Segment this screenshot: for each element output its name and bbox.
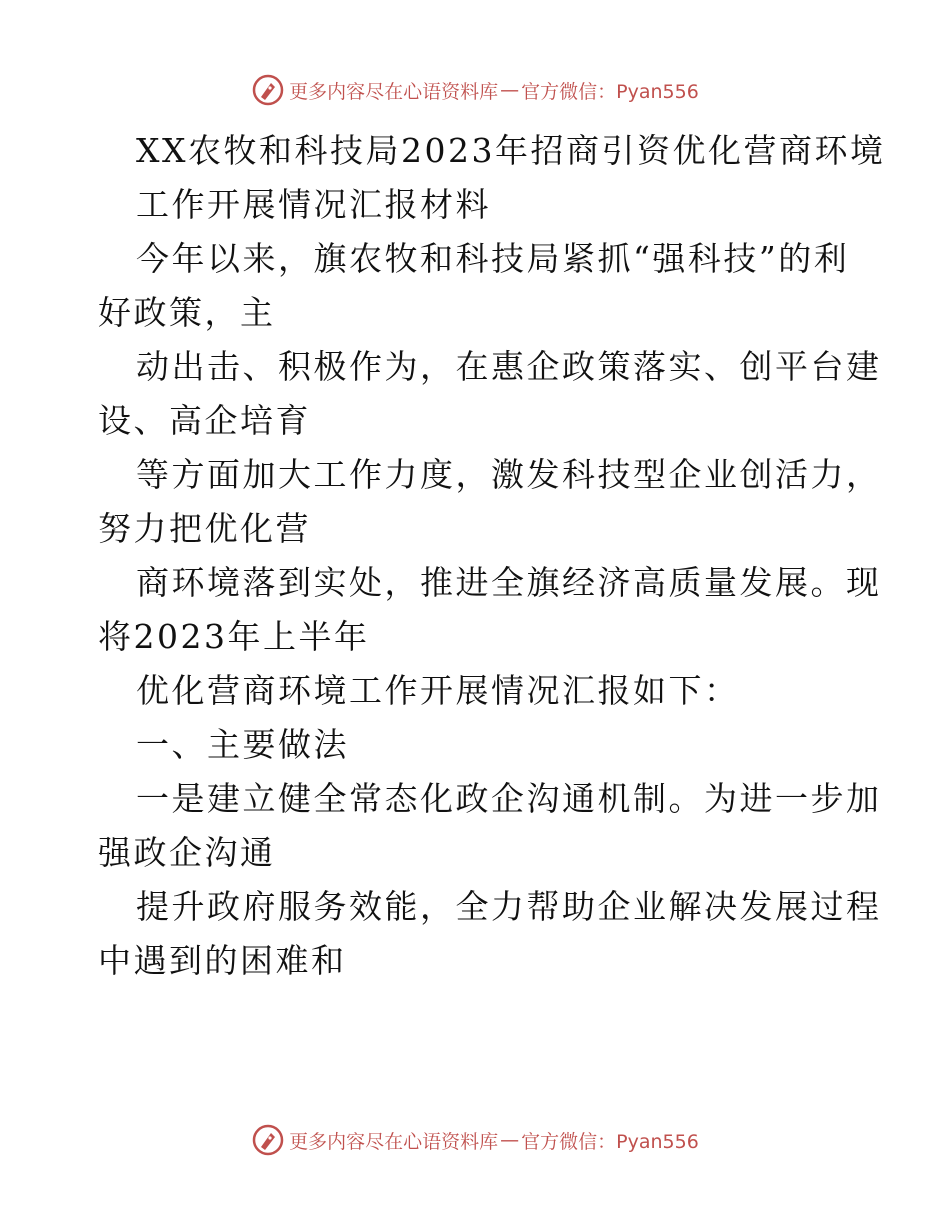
watermark-separator: —	[500, 1129, 520, 1151]
document-line: 商环境落到实处，推进全旗经济高质量发展。现	[136, 563, 882, 602]
document-line: 动出击、积极作为，在惠企政策落实、创平台建	[136, 347, 882, 386]
document-line: 设、高企培育	[98, 401, 311, 440]
document-line: 努力把优化营	[98, 509, 311, 548]
document-line: 一、主要做法	[136, 725, 349, 764]
document-body	[98, 124, 886, 988]
document-line: 将2023年上半年	[98, 617, 370, 656]
pen-nib-logo-icon	[251, 73, 285, 107]
document-line: 工作开展情况汇报材料	[136, 185, 491, 224]
document-line: XX农牧和科技局2023年招商引资优化营商环境	[136, 131, 886, 170]
watermark-contact: 官方微信：Pyan556	[521, 80, 699, 103]
document-line: 一是建立健全常态化政企沟通机制。为进一步加	[136, 779, 882, 818]
document-line: 优化营商环境工作开展情况汇报如下：	[136, 671, 740, 710]
document-line: 好政策，主	[98, 293, 276, 332]
document-line: 等方面加大工作力度，激发科技型企业创活力，	[136, 455, 882, 494]
document-line: 强政企沟通	[98, 833, 276, 872]
footer-watermark	[0, 1120, 950, 1160]
header-watermark	[0, 70, 950, 110]
watermark-contact: 官方微信：Pyan556	[521, 1130, 699, 1153]
document-line: 中遇到的困难和	[98, 941, 347, 980]
watermark-text: 更多内容尽在心语资料库	[289, 80, 499, 103]
watermark-text: 更多内容尽在心语资料库	[289, 1130, 499, 1153]
document-line: 今年以来，旗农牧和科技局紧抓“强科技”的利	[136, 239, 850, 278]
pen-nib-logo-icon	[251, 1123, 285, 1157]
document-line: 提升政府服务效能，全力帮助企业解决发展过程	[136, 887, 882, 926]
watermark-separator: —	[500, 79, 520, 101]
